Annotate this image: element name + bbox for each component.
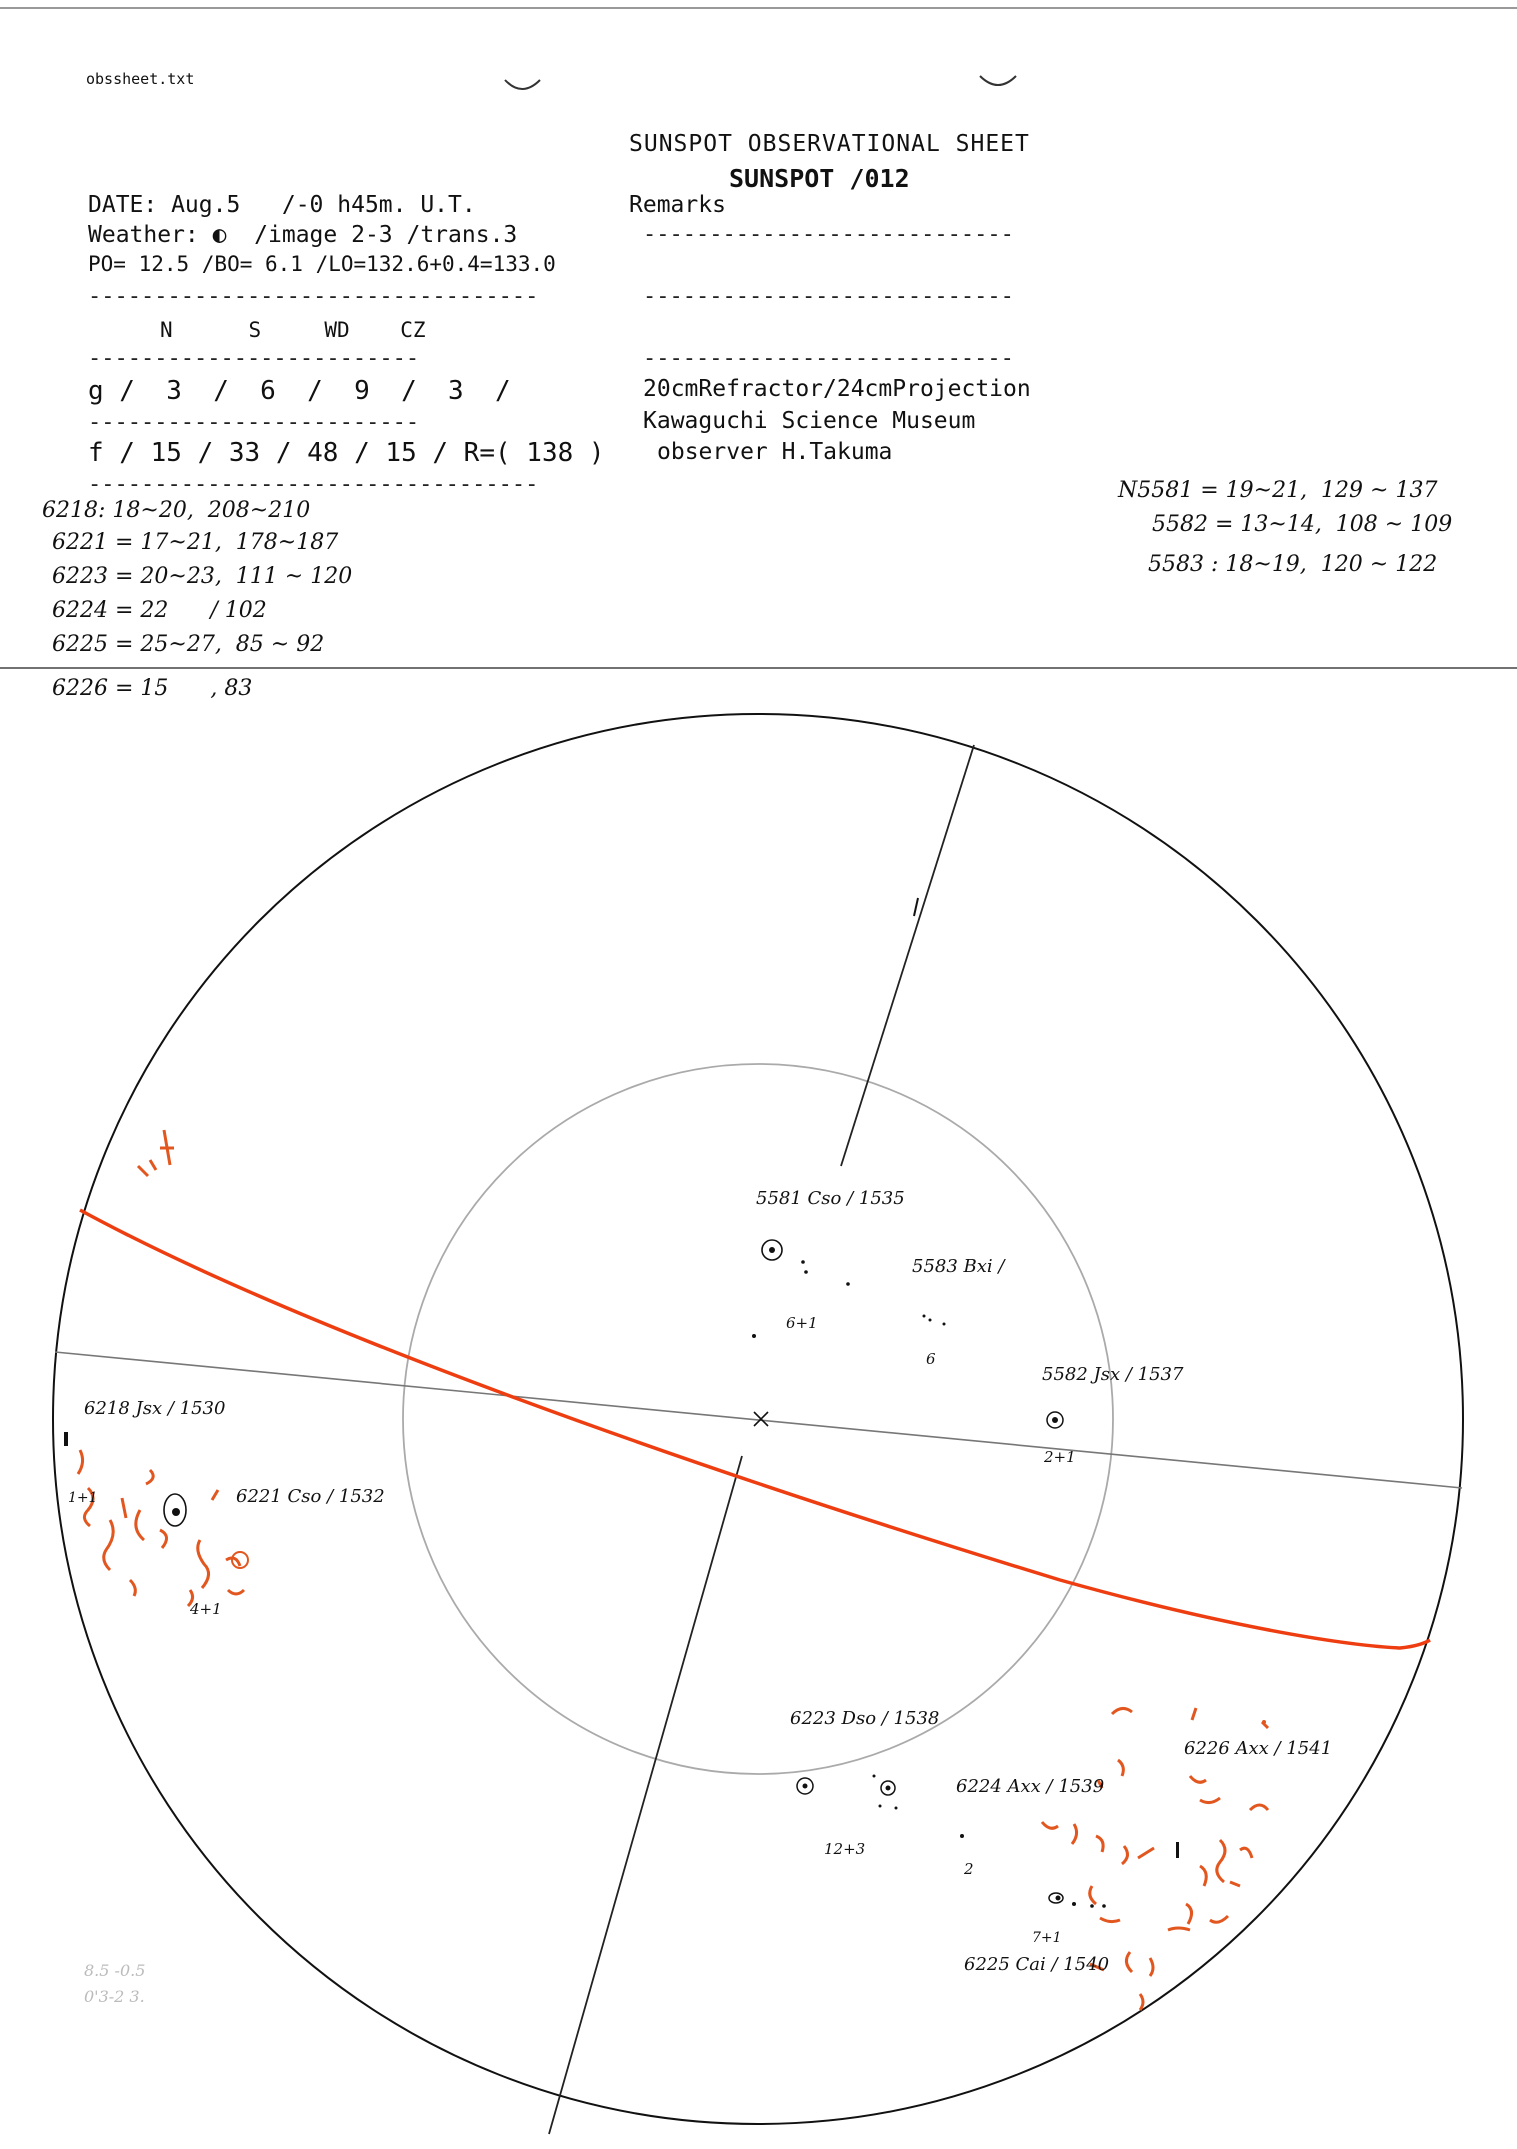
sheet-number: SUNSPOT /012 (729, 164, 910, 193)
label-6218: 6218 Jsx / 1530 (84, 1398, 226, 1419)
remarks-label: Remarks (629, 192, 726, 218)
label-5582: 5582 Jsx / 1537 (1042, 1364, 1184, 1385)
note-5581: N5581 = 19~21, 129 ~ 137 (1118, 478, 1438, 503)
observer-text: observer H.Takuma (657, 439, 893, 465)
note-6221: 6221 = 17~21, 178~187 (52, 530, 339, 555)
solar-disk-outline (53, 714, 1463, 2124)
faculae (78, 1450, 244, 1606)
heliographic-equator (80, 1210, 1430, 1648)
label-5583: 5583 Bxi / (912, 1256, 1005, 1277)
weather-field: Weather: ◐ /image 2-3 /trans.3 (88, 222, 518, 248)
count-5582: 2+1 (1044, 1448, 1076, 1466)
divider: ---------------------------------- (88, 284, 539, 309)
note-6223: 6223 = 20~23, 111 ~ 120 (52, 564, 353, 589)
po-bo-lo-field: PO= 12.5 /BO= 6.1 /LO=132.6+0.4=133.0 (88, 252, 556, 276)
instrument-text: 20cmRefractor/24cmProjection (643, 376, 1031, 402)
museum-text: Kawaguchi Science Museum (643, 408, 976, 434)
note-6218: 6218: 18~20, 208~210 (42, 498, 311, 523)
count-6224: 2 (964, 1860, 974, 1878)
axis-tick (914, 898, 918, 916)
rotation-axis-line (841, 745, 974, 1166)
label-6221: 6221 Cso / 1532 (236, 1486, 385, 1507)
divider: ------------------------- (88, 346, 420, 371)
remarks-line: ---------------------------- (643, 222, 1014, 247)
remarks-line: ---------------------------- (643, 284, 1014, 309)
spot-group-5583 (923, 1315, 946, 1326)
east-west-line (55, 1352, 1462, 1488)
note-6224: 6224 = 22 / 102 (52, 598, 267, 623)
label-6225: 6225 Cai / 1540 (964, 1954, 1110, 1975)
faculae (138, 1130, 174, 1176)
count-6221: 4+1 (190, 1600, 222, 1618)
label-6224: 6224 Axx / 1539 (956, 1776, 1105, 1797)
count-5583: 6+1 (786, 1314, 818, 1332)
filename-label: obssheet.txt (86, 70, 195, 88)
note-5582: 5582 = 13~14, 108 ~ 109 (1152, 512, 1453, 537)
pencil-note: 8.5 -0.5 0'3-2 3. (84, 1961, 146, 2006)
note-5583: 5583 : 18~19, 120 ~ 122 (1148, 552, 1438, 577)
spot-count-row: f / 15 / 33 / 48 / 15 / R=( 138 ) (88, 438, 605, 468)
note-6226: 6226 = 15 , 83 (52, 676, 253, 701)
divider: ------------------------- (88, 410, 420, 435)
count-5583-alt: 6 (926, 1350, 936, 1368)
group-count-row: g / 3 / 6 / 9 / 3 / (88, 376, 511, 406)
note-6225: 6225 = 25~27, 85 ~ 92 (52, 632, 325, 657)
center-circle (403, 1064, 1113, 1774)
punch-hole-mark (505, 80, 540, 89)
label-6226: 6226 Axx / 1541 (1184, 1738, 1333, 1759)
spot-group-6223 (797, 1775, 898, 1810)
count-6223: 12+3 (824, 1840, 866, 1858)
count-6225: 7+1 (1032, 1930, 1062, 1946)
label-5581: 5581 Cso / 1535 (756, 1188, 905, 1209)
date-field: DATE: Aug.5 /-0 h45m. U.T. (88, 192, 476, 218)
sheet-title: SUNSPOT OBSERVATIONAL SHEET (629, 131, 1030, 157)
rotation-axis-line (549, 1456, 742, 2134)
count-column-headers: N S WD CZ (160, 318, 426, 342)
punch-hole-mark (980, 76, 1016, 85)
count-6218: 1+1 (68, 1490, 98, 1506)
divider: ---------------------------------- (88, 472, 539, 497)
remarks-line: ---------------------------- (643, 346, 1014, 371)
label-6223: 6223 Dso / 1538 (790, 1708, 940, 1729)
spot-group-5582 (1047, 1412, 1063, 1428)
